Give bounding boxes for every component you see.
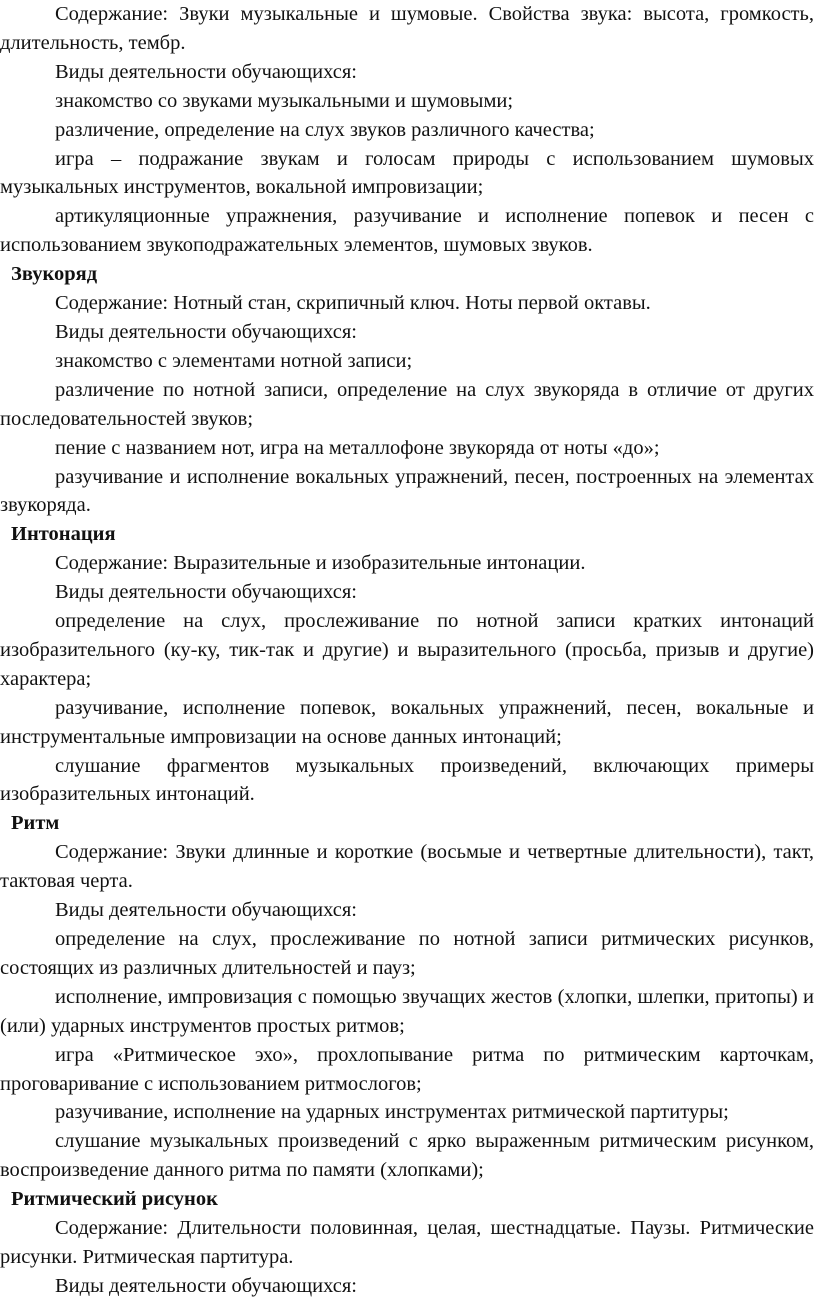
paragraph: различение по нотной записи, определение на слух звукоряда в отличие от других последовательностей звуков;: [0, 378, 814, 430]
section-heading: Интонация: [11, 523, 116, 546]
section-scale: [0, 260, 814, 520]
paragraph: разучивание, исполнение на ударных инструментах ритмической партитуры;: [55, 1101, 729, 1124]
section-heading: Ритмический рисунок: [11, 1188, 218, 1211]
paragraph: определение на слух, прослеживание по нотной записи ритмических рисунков, состоящих из различных длительностей и пауз;: [0, 928, 814, 979]
paragraph: Виды деятельности обучающихся:: [55, 60, 357, 83]
paragraph: Содержание: Звуки длинные и короткие (восьмые и четвертные длительности), такт, тактовая черта.: [0, 841, 814, 893]
paragraph: Виды деятельности обучающихся:: [55, 320, 357, 343]
section-sounds: [0, 0, 814, 260]
section-rhythm: [0, 809, 814, 1185]
paragraph: Содержание: Выразительные и изобразительные интонации.: [55, 552, 586, 575]
paragraph: Виды деятельности обучающихся:: [55, 899, 357, 922]
paragraph: различение, определение на слух звуков различного качества;: [55, 118, 595, 141]
section-rhythmic-pattern: [0, 1185, 814, 1301]
paragraph: исполнение, импровизация с помощью звучащих жестов (хлопки, шлепки, притопы) и (или) ударных инструментов простых ритмов;: [0, 985, 814, 1037]
paragraph: знакомство с элементами нотной записи;: [55, 349, 413, 372]
paragraph: Содержание: Звуки музыкальные и шумовые. Свойства звука: высота, громкость, длительность, тембр.: [0, 3, 814, 54]
paragraph: Виды деятельности обучающихся:: [55, 1274, 357, 1297]
section-heading: Ритм: [11, 812, 60, 835]
paragraph: игра «Ритмическое эхо», прохлопывание ритма по ритмическим карточкам, проговаривание с использованием ритмослогов;: [0, 1043, 814, 1095]
paragraph: артикуляционные упражнения, разучивание и исполнение попевок и песен с использованием звукоподражательных элементов, шумовых звуков.: [0, 205, 814, 257]
paragraph: слушание музыкальных произведений с ярко выраженным ритмическим рисунком, воспроизведение данного ритма по памяти (хлопками);: [0, 1130, 814, 1182]
paragraph: определение на слух, прослеживание по нотной записи кратких интонаций изобразительного (ку-ку, тик-так и другие) и выразительного (просьба, призыв и другие) характера;: [0, 610, 814, 690]
paragraph: Виды деятельности обучающихся:: [55, 581, 357, 604]
paragraph: игра – подражание звукам и голосам природы с использованием шумовых музыкальных инструментов, вокальной импровизации;: [0, 147, 814, 199]
paragraph: Содержание: Нотный стан, скрипичный ключ. Ноты первой октавы.: [55, 292, 651, 315]
paragraph: знакомство со звуками музыкальными и шумовыми;: [55, 89, 514, 112]
paragraph: разучивание, исполнение попевок, вокальных упражнений, песен, вокальные и инструментальные импровизации на основе данных интонаций;: [0, 696, 814, 748]
paragraph: пение с названием нот, игра на металлофоне звукоряда от ноты «до»;: [55, 436, 660, 459]
section-heading: Звукоряд: [11, 263, 98, 286]
paragraph: разучивание и исполнение вокальных упражнений, песен, построенных на элементах звукоряда.: [0, 465, 814, 517]
section-intonation: [0, 520, 814, 809]
paragraph: Содержание: Длительности половинная, целая, шестнадцатые. Паузы. Ритмические рисунки. Ритмическая партитура.: [0, 1217, 814, 1268]
paragraph: слушание фрагментов музыкальных произведений, включающих примеры изобразительных интонаций.: [0, 754, 814, 806]
